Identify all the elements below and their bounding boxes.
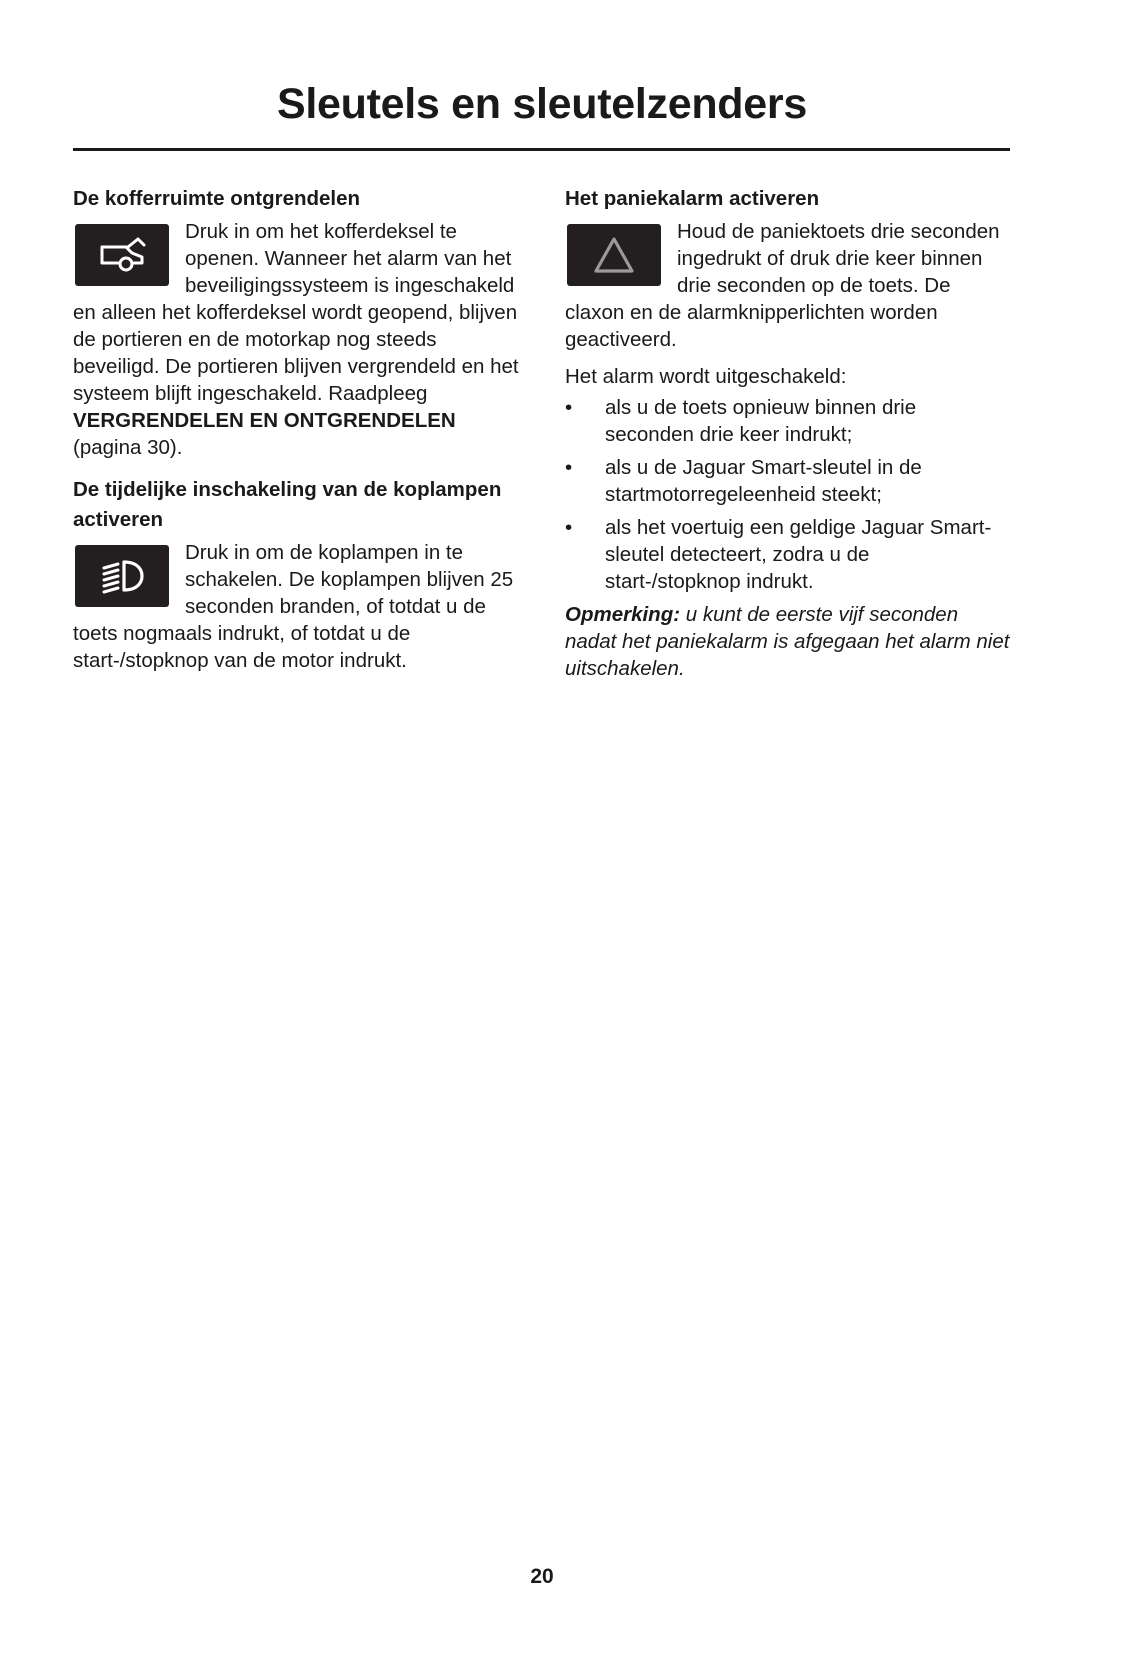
list-item xyxy=(565,514,1010,595)
headlamp-description: Druk in om de koplampen in te schakelen. De koplampen blijven 25 seconden branden, of totdat u de toets nogmaals indrukt, of totdat u de start-/stopknop van de motor indrukt. xyxy=(73,541,514,672)
warning-triangle-icon xyxy=(567,224,661,286)
bullet-dot: • xyxy=(565,456,573,479)
headlamp-icon xyxy=(75,545,169,607)
list-item-text: als u de Jaguar Smart-sleutel in de startmotorregeleenheid steekt; xyxy=(605,456,922,506)
panic-description: Houd de paniektoets drie seconden ingedrukt of druk drie keer binnen drie seconden op de toets. De claxon en de alarmknipperlichten worden geactiveerd. xyxy=(565,220,1000,351)
note xyxy=(565,601,1010,682)
trunk-page-reference: (pagina 30). xyxy=(73,436,183,459)
trunk-section-heading: De kofferruimte ontgrendelen xyxy=(73,187,361,210)
headlamp-section xyxy=(73,475,523,674)
trunk-open-icon xyxy=(75,224,169,286)
list-item-text: als u de toets opnieuw binnen drie seconden drie keer indrukt; xyxy=(605,396,917,446)
panic-section-heading: Het paniekalarm activeren xyxy=(565,187,820,210)
bullet-dot: • xyxy=(565,516,573,539)
note-label: Opmerking: xyxy=(565,603,681,626)
list-item-text: als het voertuig een geldige Jaguar Smart-sleutel detecteert, zodra u de start-/stopknop indrukt. xyxy=(605,516,992,593)
panic-section xyxy=(565,184,1010,353)
title-divider xyxy=(73,148,1010,151)
trunk-description-text: Druk in om het kofferdeksel te openen. Wanneer het alarm van het beveiligingssysteem is ingeschakeld en alleen het kofferdeksel wordt geopend, blijven de portieren en de motorkap nog steeds beveiligd. De portieren blijven vergrendeld en het systeem blijft ingeschakeld. Raadpleeg xyxy=(73,220,519,405)
headlamp-section-heading: De tijdelijke inschakeling van de koplampen activeren xyxy=(73,478,502,531)
bullet-dot: • xyxy=(565,396,573,419)
trunk-section xyxy=(73,184,523,461)
note-text: u kunt de eerste vijf seconden nadat het paniekalarm is afgegaan het alarm niet uitschakelen. xyxy=(565,603,1010,680)
list-item xyxy=(565,394,1010,448)
page-number: 20 xyxy=(530,1565,554,1588)
left-column xyxy=(73,184,523,674)
deactivate-list xyxy=(565,394,1010,595)
list-item xyxy=(565,454,1010,508)
deactivate-intro: Het alarm wordt uitgeschakeld: xyxy=(565,365,847,388)
page-title: Sleutels en sleutelzenders xyxy=(277,80,807,128)
right-column xyxy=(565,184,1010,682)
locking-reference: VERGRENDELEN EN ONTGRENDELEN xyxy=(73,409,456,432)
